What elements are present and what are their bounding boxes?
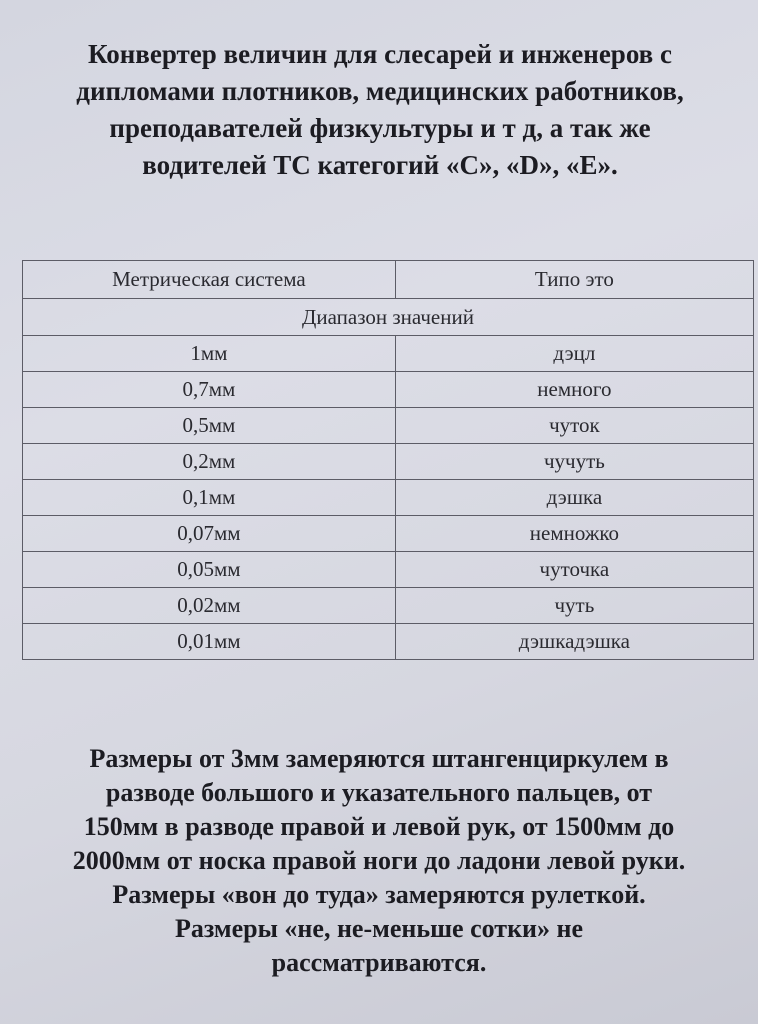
note-line: разводе большого и указательного пальцев, от <box>105 778 653 807</box>
table-header-row <box>23 261 754 299</box>
document-title <box>30 36 730 184</box>
header-slang: Типо это <box>395 261 753 299</box>
table-row <box>23 444 754 480</box>
table-range-row <box>23 299 754 336</box>
note-line: Размеры «вон до туда» замеряются рулеткой. <box>112 880 646 909</box>
slang-cell: чуть <box>395 588 753 624</box>
range-label: Диапазон значений <box>23 299 754 336</box>
slang-cell: немножко <box>395 516 753 552</box>
table-row <box>23 516 754 552</box>
slang-cell: чуточка <box>395 552 753 588</box>
metric-cell: 1мм <box>23 336 396 372</box>
table-row <box>23 408 754 444</box>
converter-table-container <box>22 260 754 660</box>
slang-cell: немного <box>395 372 753 408</box>
converter-table <box>22 260 754 660</box>
measurement-notes <box>20 742 738 980</box>
slang-cell: чучуть <box>395 444 753 480</box>
metric-cell: 0,05мм <box>23 552 396 588</box>
metric-cell: 0,02мм <box>23 588 396 624</box>
slang-cell: дэшкадэшка <box>395 624 753 660</box>
metric-cell: 0,07мм <box>23 516 396 552</box>
note-line: Размеры от 3мм замеряются штангенциркулем в <box>89 744 669 773</box>
metric-cell: 0,5мм <box>23 408 396 444</box>
note-line: рассматриваются. <box>271 948 487 977</box>
title-line: водителей ТС категогий «C», «D», «E». <box>142 150 618 180</box>
title-line: дипломами плотников, медицинских работников, <box>76 76 684 106</box>
table-row <box>23 552 754 588</box>
note-line: Размеры «не, не-меньше сотки» не <box>174 914 584 943</box>
title-line: Конвертер величин для слесарей и инженеров с <box>88 39 672 69</box>
table-row <box>23 336 754 372</box>
metric-cell: 0,7мм <box>23 372 396 408</box>
header-metric: Метрическая система <box>23 261 396 299</box>
table-row <box>23 480 754 516</box>
title-line: преподавателей физкультуры и т д, а так же <box>109 113 651 143</box>
metric-cell: 0,01мм <box>23 624 396 660</box>
table-row <box>23 588 754 624</box>
note-line: 150мм в разводе правой и левой рук, от 1500мм до <box>83 812 675 841</box>
metric-cell: 0,1мм <box>23 480 396 516</box>
slang-cell: чуток <box>395 408 753 444</box>
table-row <box>23 624 754 660</box>
slang-cell: дэцл <box>395 336 753 372</box>
note-line: 2000мм от носка правой ноги до ладони левой руки. <box>72 846 686 875</box>
metric-cell: 0,2мм <box>23 444 396 480</box>
table-row <box>23 372 754 408</box>
slang-cell: дэшка <box>395 480 753 516</box>
